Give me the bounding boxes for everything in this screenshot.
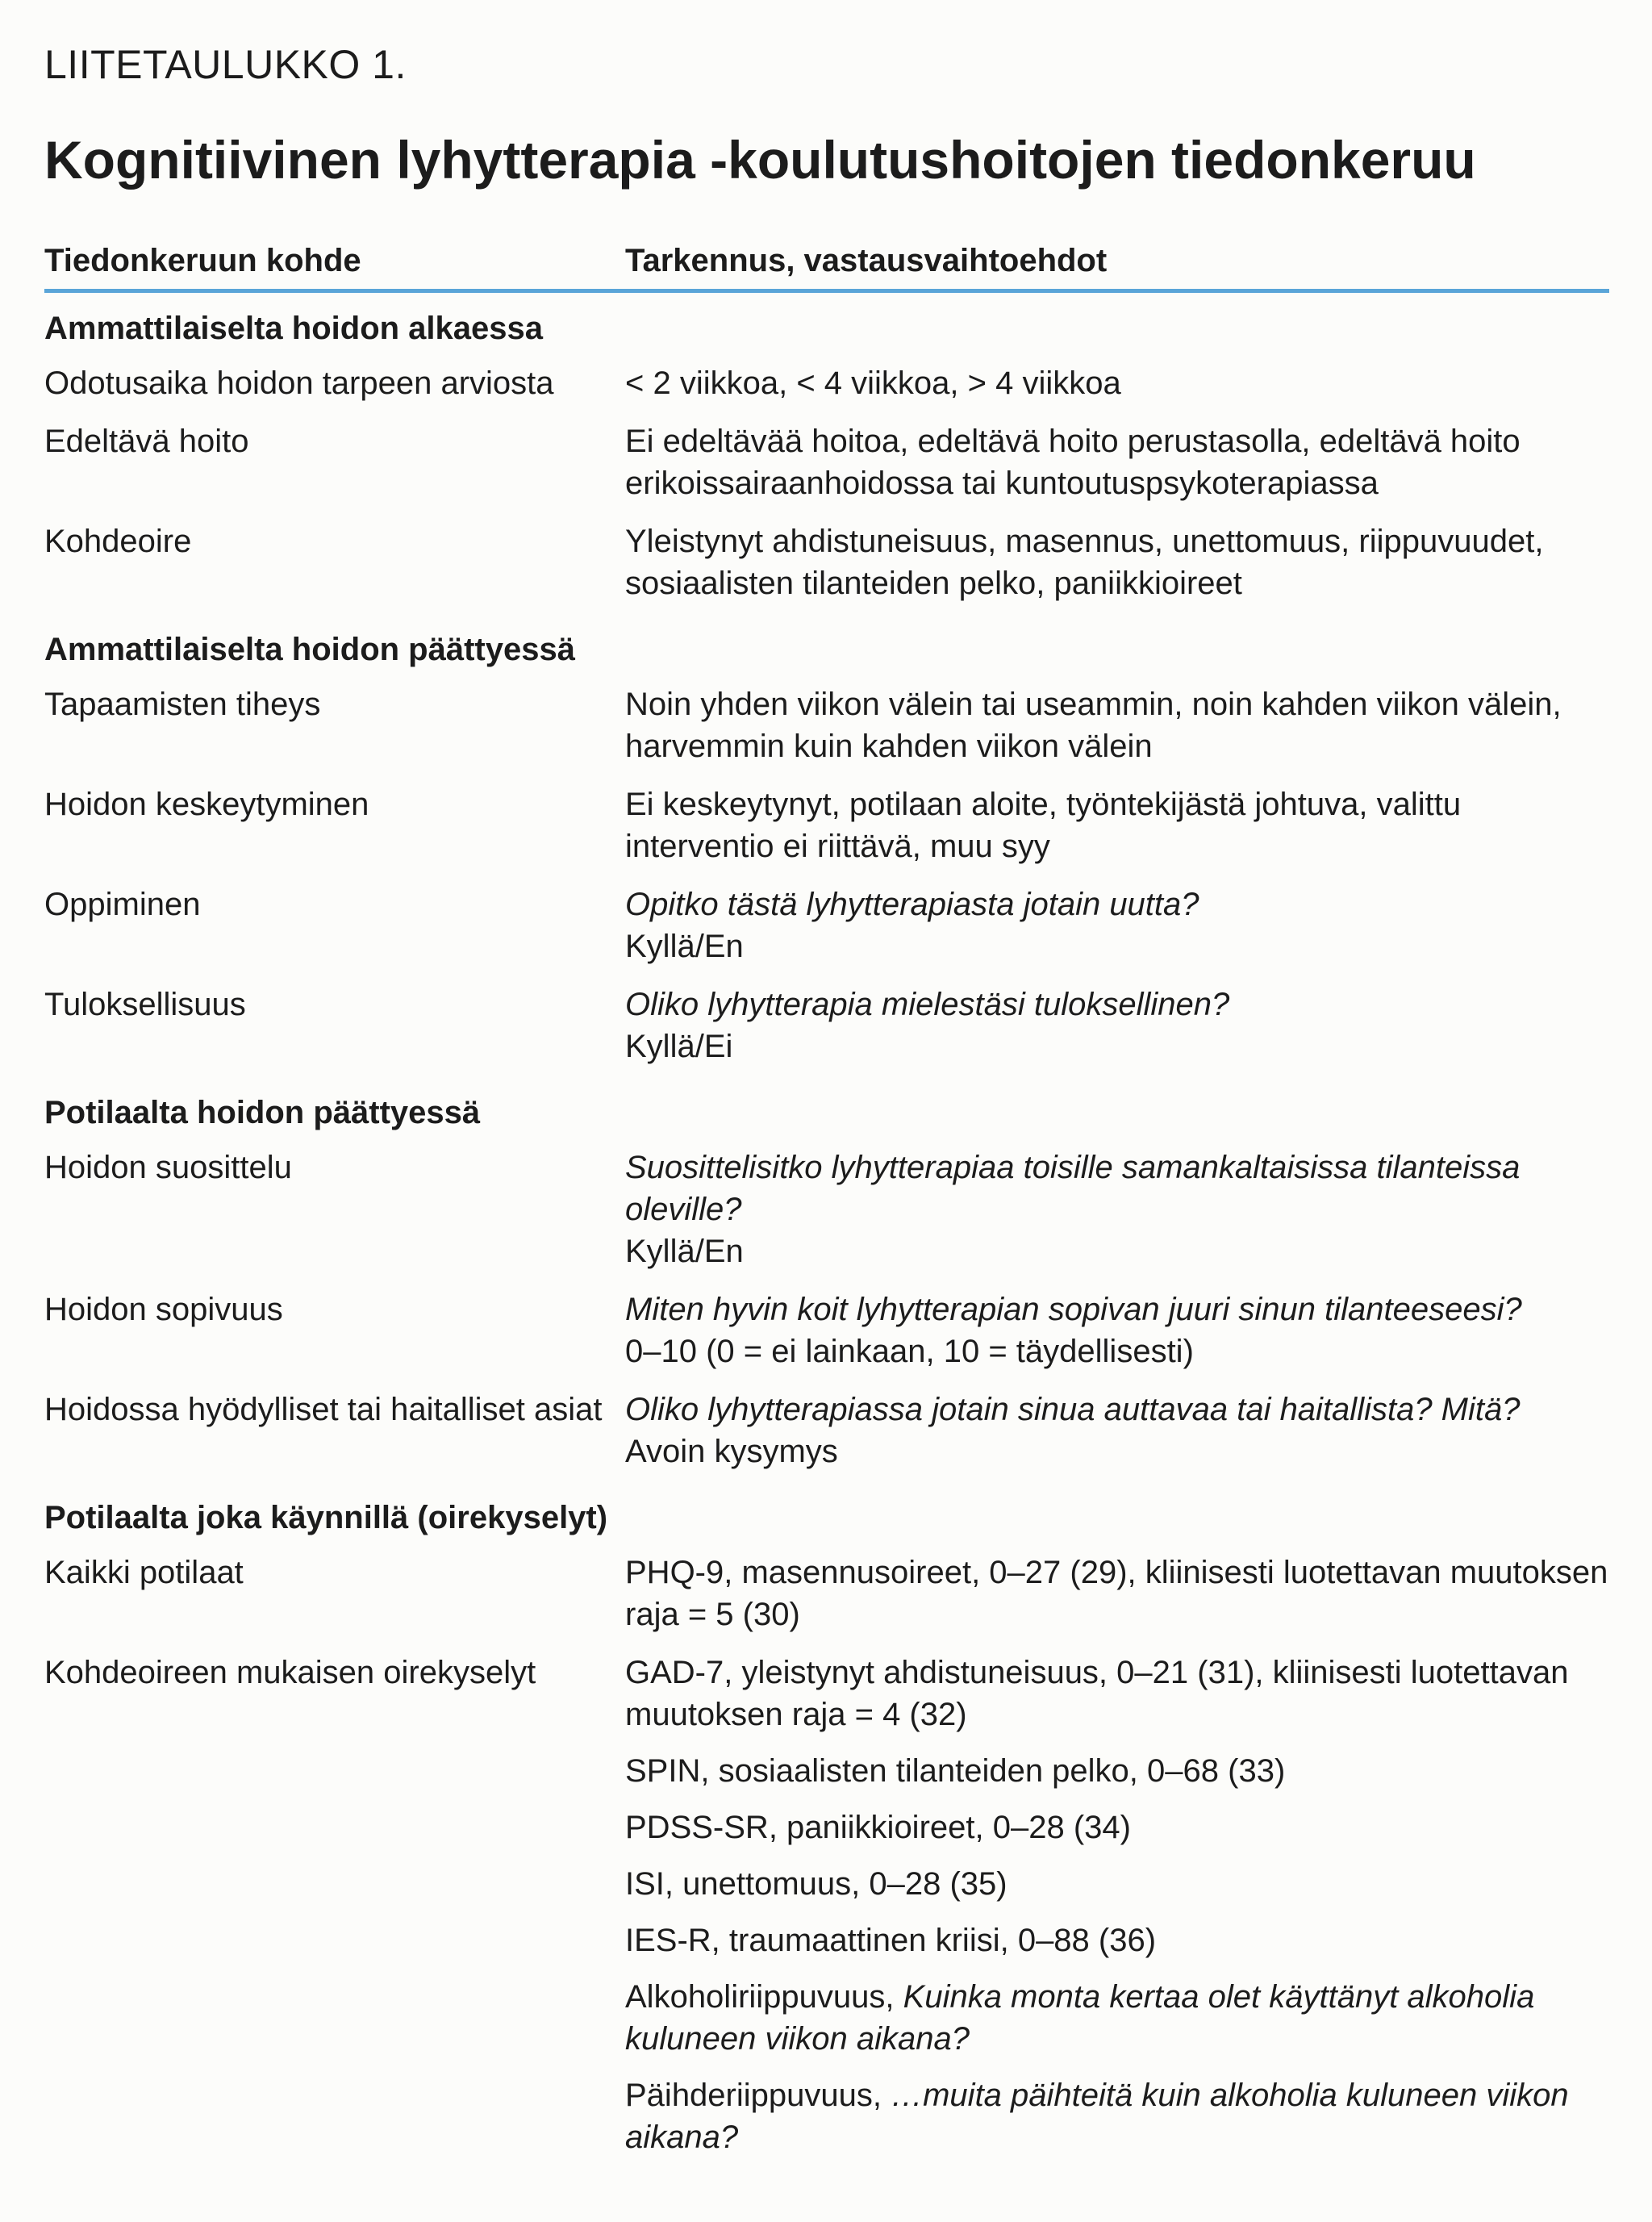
table-label: LIITETAULUKKO 1. [44, 42, 407, 87]
row-question: Oliko lyhytterapiassa jotain sinua auttavaa tai haitallista? Mitä? [625, 1392, 1521, 1427]
table-row [44, 1652, 1609, 1735]
row-question: Miten hyvin koit lyhytterapian sopivan juuri sinun tilanteeseesi? [625, 1292, 1522, 1327]
row-question: Opitko tästä lyhytterapiasta jotain uutta? [625, 887, 1199, 922]
column-header-detail: Tarkennus, vastausvaihtoehdot [625, 243, 1108, 278]
table-row [44, 1919, 1609, 1961]
table-row [44, 1552, 1609, 1635]
table-row [44, 984, 1609, 1067]
row-topic: Tuloksellisuus [44, 987, 246, 1022]
row-detail-question: …muita päihteitä kuin alkoholia kuluneen viikon aikana? [625, 2078, 1569, 2155]
section-title: Ammattilaiselta hoidon alkaessa [44, 311, 544, 346]
row-detail: PHQ-9, masennusoireet, 0–27 (29), kliinisesti luotettavan muutoksen raja = 5 (30) [625, 1555, 1608, 1632]
row-topic: Oppiminen [44, 887, 201, 922]
table-row [44, 783, 1609, 867]
row-detail [625, 1289, 1609, 1372]
table-row [44, 420, 1609, 504]
table-row [44, 1976, 1609, 2060]
table-row [44, 1147, 1609, 1272]
row-detail: IES-R, traumaattinen kriisi, 0–88 (36) [625, 1923, 1157, 1958]
row-topic: Kohdeoire [44, 524, 192, 559]
section-title: Potilaalta hoidon päättyessä [44, 1095, 481, 1130]
row-topic [44, 1863, 625, 1905]
table-row [44, 362, 1609, 404]
table-row [44, 1750, 1609, 1792]
row-detail-lead: Päihderiippuvuus, [625, 2078, 891, 2113]
row-topic [44, 1919, 625, 1961]
row-detail: Ei edeltävää hoitoa, edeltävä hoito perustasolla, edeltävä hoito erikoissairaanhoidossa tai kuntoutuspsykoterapiassa [625, 424, 1521, 501]
row-topic: Hoidon keskeytyminen [44, 787, 369, 822]
table-row [44, 1389, 1609, 1472]
row-detail [625, 984, 1609, 1067]
row-topic: Hoidon suosittelu [44, 1150, 292, 1185]
table-row [44, 1806, 1609, 1848]
table-row [44, 2074, 1609, 2158]
section-title: Ammattilaiselta hoidon päättyessä [44, 632, 575, 667]
row-answer: Kyllä/Ei [625, 1029, 733, 1064]
row-topic: Kohdeoireen mukaisen oirekyselyt [44, 1655, 536, 1690]
row-topic: Kaikki potilaat [44, 1555, 244, 1590]
table-row [44, 883, 1609, 967]
row-topic [44, 1976, 625, 2060]
row-detail: SPIN, sosiaalisten tilanteiden pelko, 0–68 (33) [625, 1753, 1286, 1789]
row-topic [44, 1750, 625, 1792]
row-topic: Odotusaika hoidon tarpeen arviosta [44, 365, 554, 401]
row-answer: Avoin kysymys [625, 1434, 838, 1469]
table-row [44, 1289, 1609, 1372]
page-title: Kognitiivinen lyhytterapia -koulutushoitojen tiedonkeruu [44, 130, 1476, 190]
row-detail [625, 883, 1609, 967]
row-detail-question: Kuinka monta kertaa olet käyttänyt alkoholia kuluneen viikon aikana? [625, 1979, 1535, 2057]
row-detail [625, 1389, 1609, 1472]
row-topic: Tapaamisten tiheys [44, 687, 321, 722]
row-detail-lead: Alkoholiriippuvuus, [625, 1979, 903, 2015]
row-topic: Hoidon sopivuus [44, 1292, 283, 1327]
row-detail: GAD-7, yleistynyt ahdistuneisuus, 0–21 (31), kliinisesti luotettavan muutoksen raja = 4 (32) [625, 1655, 1569, 1732]
row-topic: Hoidossa hyödylliset tai haitalliset asiat [44, 1392, 603, 1427]
row-detail: Noin yhden viikon välein tai useammin, noin kahden viikon välein, harvemmin kuin kahden viikon välein [625, 687, 1562, 764]
row-detail: Ei keskeytynyt, potilaan aloite, työntekijästä johtuva, valittu interventio ei riittävä, muu syy [625, 787, 1462, 864]
row-question: Oliko lyhytterapia mielestäsi tuloksellinen? [625, 987, 1230, 1022]
row-answer: Kyllä/En [625, 929, 744, 964]
row-detail: ISI, unettomuus, 0–28 (35) [625, 1866, 1007, 1902]
row-detail [625, 1147, 1609, 1272]
table-row [44, 1863, 1609, 1905]
row-detail [625, 1976, 1609, 2060]
row-detail: PDSS-SR, paniikkioireet, 0–28 (34) [625, 1810, 1131, 1845]
column-header-topic: Tiedonkeruun kohde [44, 243, 361, 278]
row-topic: Edeltävä hoito [44, 424, 249, 459]
section-title: Potilaalta joka käynnillä (oirekyselyt) [44, 1500, 608, 1535]
row-detail [625, 2074, 1609, 2158]
row-answer: 0–10 (0 = ei lainkaan, 10 = täydellisesti) [625, 1334, 1194, 1369]
table-row [44, 683, 1609, 767]
row-detail: < 2 viikkoa, < 4 viikkoa, > 4 viikkoa [625, 365, 1121, 401]
row-answer: Kyllä/En [625, 1234, 744, 1269]
row-topic [44, 1806, 625, 1848]
row-detail: Yleistynyt ahdistuneisuus, masennus, unettomuus, riippuvuudet, sosiaalisten tilanteiden pelko, paniikkioireet [625, 524, 1544, 601]
table-row [44, 520, 1609, 604]
document-page [44, 40, 1609, 2158]
table-header-row [44, 240, 1609, 293]
row-question: Suosittelisitko lyhytterapiaa toisille samankaltaisissa tilanteissa oleville? [625, 1150, 1521, 1227]
row-topic [44, 2074, 625, 2158]
